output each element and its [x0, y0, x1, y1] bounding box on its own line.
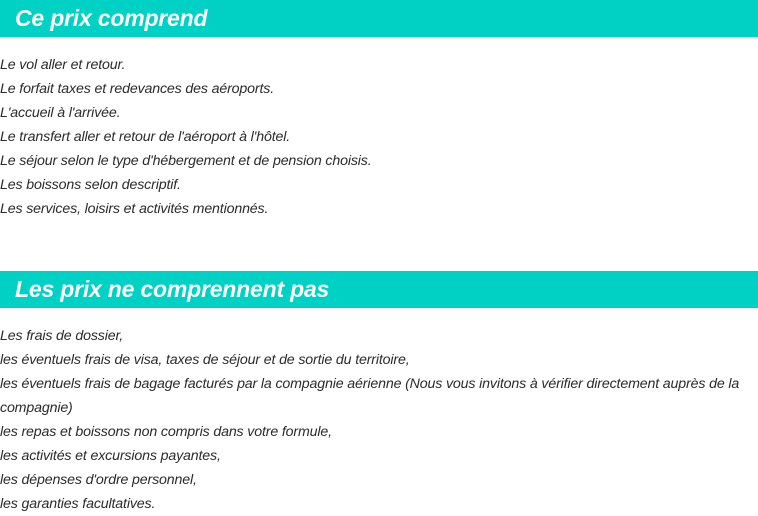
not-included-item: les éventuels frais de bagage facturés par la compagnie aérienne (Nous vous invitons à vérifier directement auprès de la compagnie) — [0, 376, 740, 416]
included-item: Le forfait taxes et redevances des aéroports. — [0, 81, 275, 97]
not-included-item: les éventuels frais de visa, taxes de séjour et de sortie du territoire, — [0, 352, 410, 368]
included-item: Le transfert aller et retour de l'aéroport à l'hôtel. — [0, 129, 291, 145]
included-list — [0, 53, 756, 221]
included-section-title: Ce prix comprend — [0, 0, 758, 37]
not-included-item: les garanties facultatives. — [0, 496, 156, 512]
not-included-item: les repas et boissons non compris dans votre formule, — [0, 424, 332, 440]
not-included-item: Les frais de dossier, — [0, 328, 124, 344]
not-included-section-title: Les prix ne comprennent pas — [0, 271, 758, 308]
included-item: Les boissons selon descriptif. — [0, 177, 181, 193]
included-item: L'accueil à l'arrivée. — [0, 105, 121, 121]
included-item: Le vol aller et retour. — [0, 57, 126, 73]
included-item: Le séjour selon le type d'hébergement et de pension choisis. — [0, 153, 372, 169]
not-included-item: les dépenses d'ordre personnel, — [0, 472, 197, 488]
not-included-list — [0, 324, 756, 516]
included-item: Les services, loisirs et activités mentionnés. — [0, 201, 269, 217]
not-included-item: les activités et excursions payantes, — [0, 448, 221, 464]
